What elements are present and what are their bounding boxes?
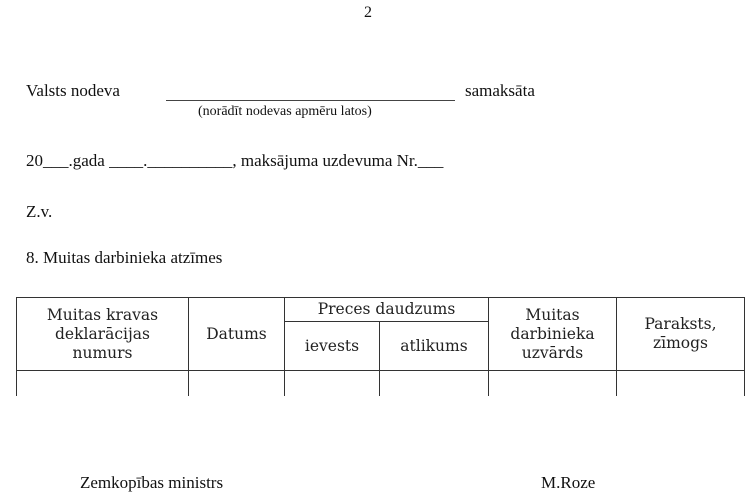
page-number: 2 [364,4,372,21]
cell-remaining[interactable] [380,371,489,397]
header-signature: Paraksts, zīmogs [617,298,745,371]
cell-imported[interactable] [285,371,380,397]
header-imported: ievests [285,322,380,371]
fee-label: Valsts nodeva [26,81,120,100]
header-remaining: atlikums [380,322,489,371]
fee-amount-blank[interactable] [166,100,455,101]
table-row [17,371,745,397]
cell-officer-name[interactable] [489,371,617,397]
signatory-title: Zemkopības ministrs [80,473,224,492]
signatory-name: M.Roze [541,473,596,492]
header-date: Datums [189,298,285,371]
cell-signature[interactable] [617,371,745,397]
stamp-place-label: Z.v. [26,202,53,221]
cell-declaration-number[interactable] [17,371,189,397]
payment-date-line: 20___.gada ____.__________, maksājuma uzdevuma Nr.___ [26,151,444,170]
section-title: 8. Muitas darbinieka atzīmes [26,248,223,267]
header-quantity: Preces daudzums [285,298,489,322]
cell-date[interactable] [189,371,285,397]
customs-marks-table [16,297,745,396]
header-declaration-number: Muitas kravas deklarācijas numurs [17,298,189,371]
header-officer-name: Muitas darbinieka uzvārds [489,298,617,371]
fee-hint: (norādīt nodevas apmēru latos) [198,104,372,119]
fee-paid-label: samaksāta [465,81,535,100]
